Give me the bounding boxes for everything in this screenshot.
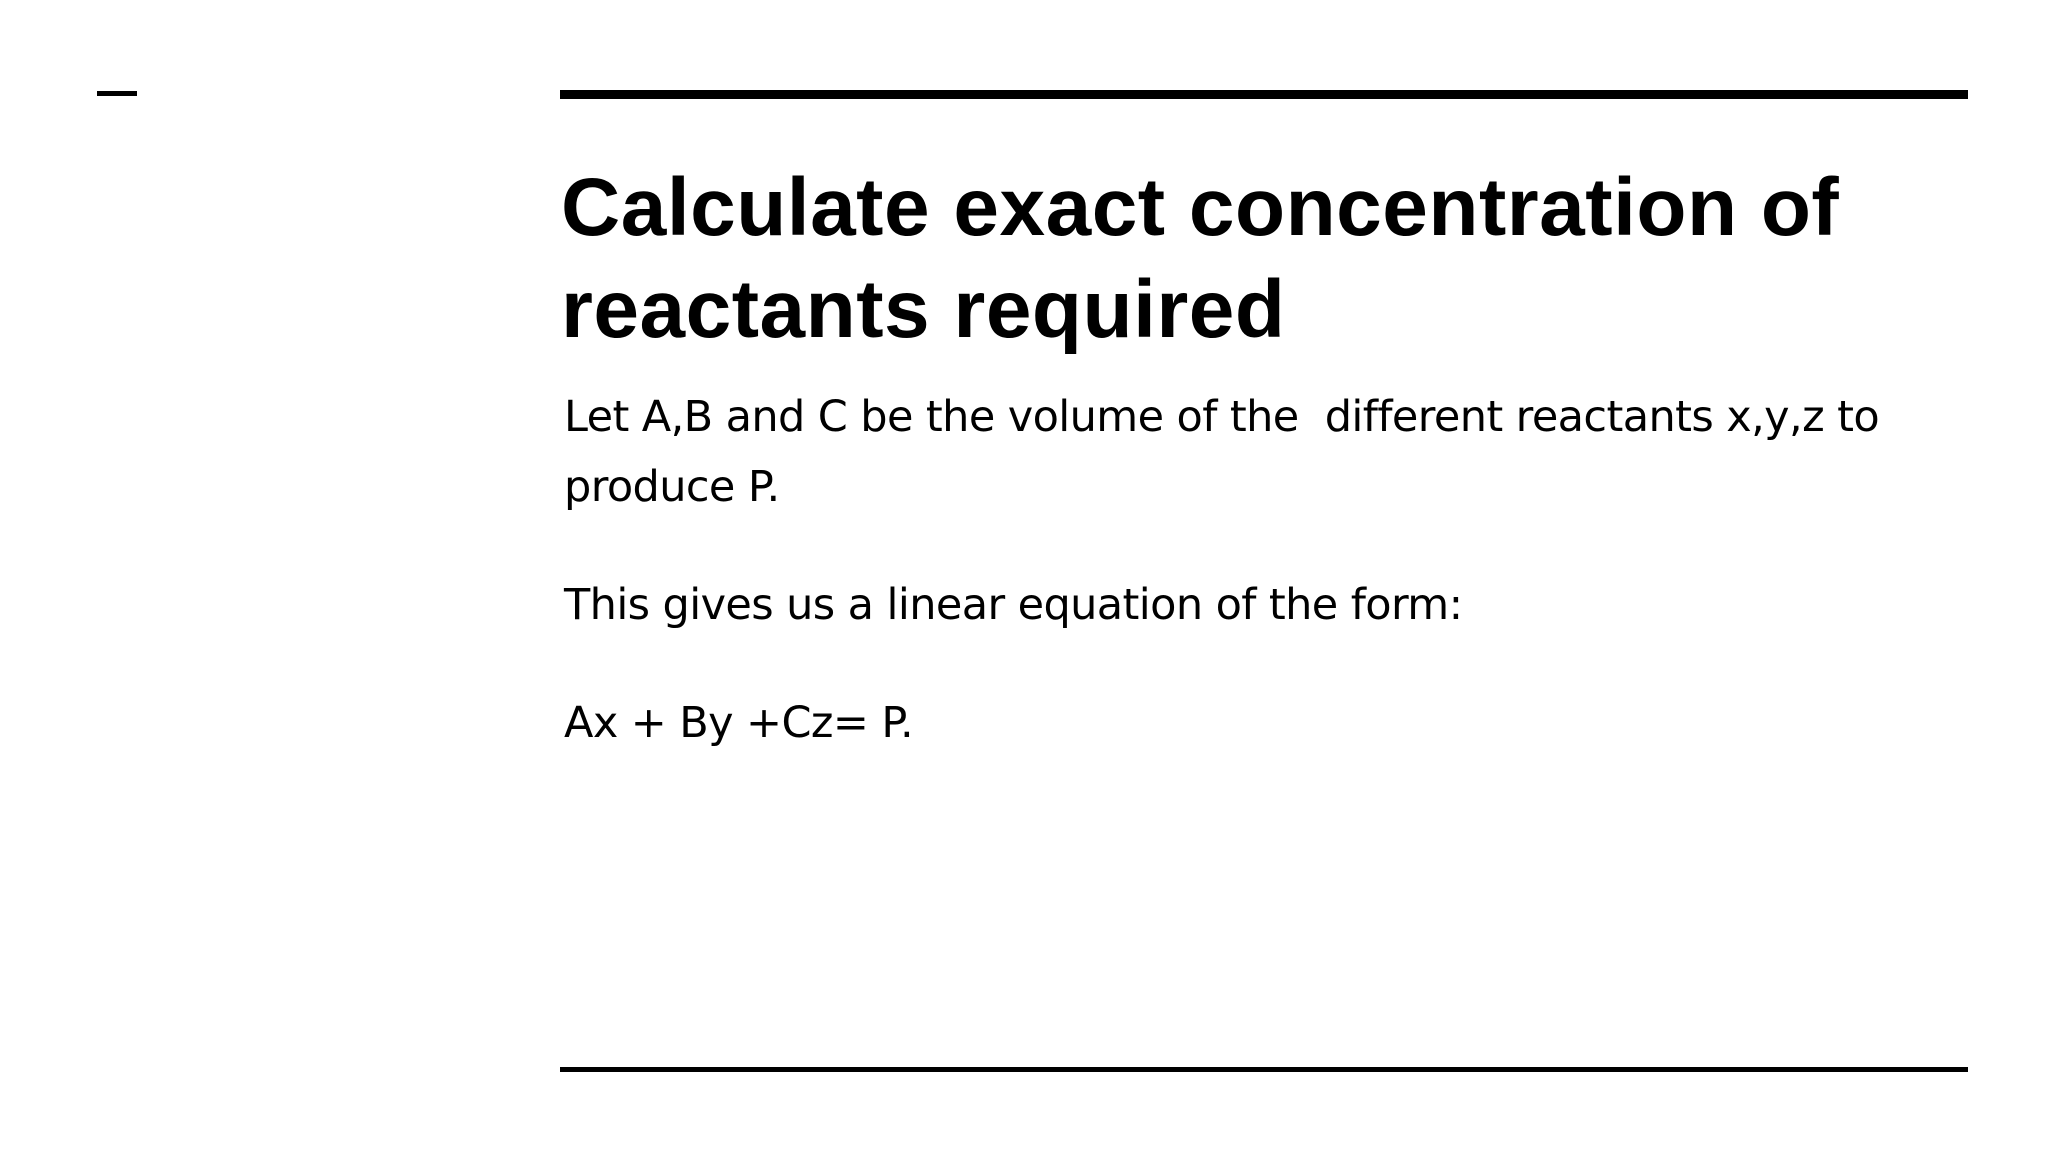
body-paragraph-intro: This gives us a linear equation of the form: bbox=[564, 580, 1463, 630]
body-paragraph-equation: Ax + By +Cz= P. bbox=[564, 698, 914, 748]
slide-title: Calculate exact concentration of reactants required bbox=[561, 162, 1840, 355]
slide-body bbox=[564, 382, 1984, 806]
body-paragraph-definition: Let A,B and C be the volume of the different reactants x,y,z to produce P. bbox=[564, 392, 1893, 512]
corner-dash-decoration bbox=[97, 91, 137, 96]
top-divider-line bbox=[560, 90, 1968, 99]
bottom-divider-line bbox=[560, 1067, 1968, 1072]
